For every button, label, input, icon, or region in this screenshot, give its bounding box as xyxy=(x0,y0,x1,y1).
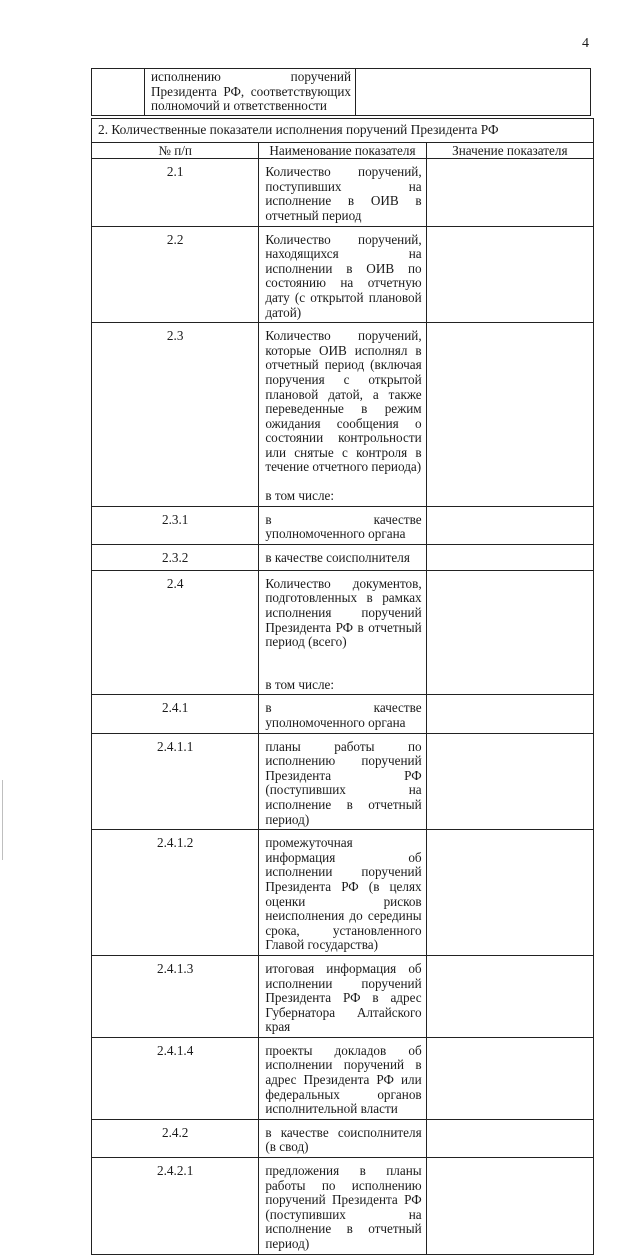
table-row xyxy=(92,830,594,956)
header-row xyxy=(92,142,594,159)
row-num: 2.4.1.2 xyxy=(92,830,259,956)
row-value xyxy=(426,695,593,733)
row-name: в качестве соисполнителя (в свод) xyxy=(259,1119,426,1157)
row-value xyxy=(426,1158,593,1255)
table-row xyxy=(92,506,594,544)
table-row xyxy=(92,1158,594,1255)
row-num: 2.1 xyxy=(92,159,259,226)
row-num: 2.4.2 xyxy=(92,1119,259,1157)
row-num: 2.4.1.1 xyxy=(92,733,259,830)
row-value xyxy=(426,323,593,507)
section-title: 2. Количественные показатели исполнения поручений Президента РФ xyxy=(92,119,594,143)
header-num: № п/п xyxy=(92,142,259,159)
row-value xyxy=(426,955,593,1037)
row-name: Количество поручений, поступивших на исполнение в ОИВ в отчетный период xyxy=(259,159,426,226)
row-subnote: в том числе: xyxy=(265,676,335,692)
table-row xyxy=(92,323,594,507)
table-row xyxy=(92,955,594,1037)
header-name: Наименование показателя xyxy=(259,142,426,159)
table-row xyxy=(92,733,594,830)
scan-edge-mark xyxy=(2,780,3,860)
row-name: Количество поручений, которые ОИВ исполнял в отчетный период (включая поручения с открытой плановой датой, а также переведенные в режим ожидания сообщения о состоянии контрольности или снятые с контроля в течение отчетного периода) xyxy=(265,328,422,475)
row-value xyxy=(426,544,593,570)
row-name: предложения в планы работы по исполнению поручений Президента РФ (поступивших на исполнение в отчетный период) xyxy=(259,1158,426,1255)
row-num: 2.3.1 xyxy=(92,506,259,544)
table-row xyxy=(92,544,594,570)
row-num: 2.4 xyxy=(92,570,259,695)
row-name: Количество поручений, находящихся на исполнении в ОИВ по состоянию на отчетную дату (с открытой плановой датой) xyxy=(259,226,426,323)
continuation-name-cell: исполнению поручений Президента РФ, соответствующих полномочий и ответственности xyxy=(145,69,356,116)
row-name: планы работы по исполнению поручений Президента РФ (поступивших на исполнение в отчетный период) xyxy=(259,733,426,830)
row-value xyxy=(426,830,593,956)
row-num: 2.3 xyxy=(92,323,259,507)
header-value: Значение показателя xyxy=(426,142,593,159)
table-row xyxy=(92,226,594,323)
row-name: промежуточная информация об исполнении поручений Президента РФ (в целях оценки рисков неисполнения до середины срока, установленного Главой государства) xyxy=(259,830,426,956)
row-name: в качестве соисполнителя xyxy=(259,544,426,570)
row-num: 2.4.1.3 xyxy=(92,955,259,1037)
row-name: в качестве уполномоченного органа xyxy=(259,695,426,733)
row-value xyxy=(426,733,593,830)
row-value xyxy=(426,159,593,226)
row-value xyxy=(426,1037,593,1119)
row-name-cell xyxy=(259,570,426,695)
continuation-num-cell xyxy=(92,69,145,116)
row-subnote: в том числе: xyxy=(265,488,335,504)
row-num: 2.2 xyxy=(92,226,259,323)
table-row xyxy=(92,1119,594,1157)
row-num: 2.4.2.1 xyxy=(92,1158,259,1255)
row-num: 2.3.2 xyxy=(92,544,259,570)
row-name: проекты докладов об исполнении поручений в адрес Президента РФ или федеральных органов исполнительной власти xyxy=(259,1037,426,1119)
row-num: 2.4.1 xyxy=(92,695,259,733)
continuation-value-cell xyxy=(356,69,591,116)
table-row xyxy=(92,1037,594,1119)
row-name: итоговая информация об исполнении поручений Президента РФ в адрес Губернатора Алтайского края xyxy=(259,955,426,1037)
table-row xyxy=(92,159,594,226)
continuation-row xyxy=(92,69,591,116)
table-row xyxy=(92,570,594,695)
row-num: 2.4.1.4 xyxy=(92,1037,259,1119)
page-number: 4 xyxy=(582,36,589,51)
row-value xyxy=(426,506,593,544)
row-value xyxy=(426,570,593,695)
row-name-cell xyxy=(259,323,426,507)
indicators-table xyxy=(91,118,594,1255)
row-name: в качестве уполномоченного органа xyxy=(259,506,426,544)
row-name: Количество документов, подготовленных в рамках исполнения поручений Президента РФ в отчетный период (всего) xyxy=(265,575,422,650)
table-row xyxy=(92,695,594,733)
row-value xyxy=(426,1119,593,1157)
row-value xyxy=(426,226,593,323)
section-title-row xyxy=(92,119,594,143)
continuation-table xyxy=(91,68,591,116)
